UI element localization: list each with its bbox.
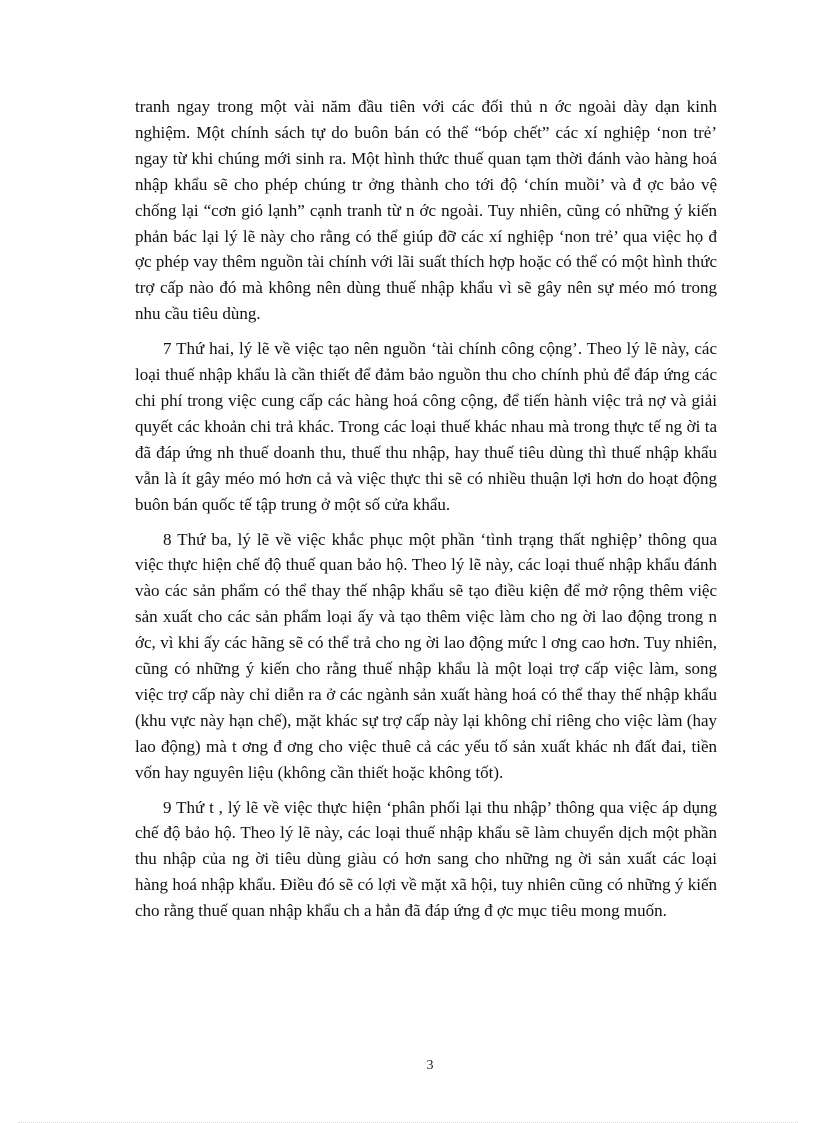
text-line: ch a hẳn đã đáp ứng đ ợc mục tiêu mong muốn. xyxy=(343,901,667,921)
text-line: tốt). xyxy=(475,762,504,782)
text-line: thêm việc làm cho ng ời lao động trong n ớc, vì khi ấy các hãng sẽ có thể xyxy=(135,607,717,653)
text-line: kiến cho rằng thuế nhập khẩu là một loại trợ cấp việc làm, song việc trợ cấp xyxy=(135,659,718,704)
text-line: điều kiện để mở rộng thêm việc sản xuất cho các sản phẩm loại ấy và tạo xyxy=(135,581,718,627)
text-line: nhu cầu tiêu dùng. xyxy=(135,304,261,324)
text-line: (khu vực này hạn chế), mặt khác sự trợ cấp này lại không chỉ riêng cho việc xyxy=(135,710,653,730)
text-line: 7 Thứ hai, lý lẽ về việc tạo nên nguồn ‘tài chính công cộng’. Theo lý lẽ xyxy=(163,339,657,359)
text-line: tranh ngay trong một vài năm đầu tiên với các đối thủ n ớc ngoài dày dạn xyxy=(135,97,680,116)
text-line: mặt xã hội, tuy nhiên cũng có những ý kiến cho rằng thuế quan nhập khẩu xyxy=(135,875,718,921)
text-line: quốc tế tập trung ở một số cửa khẩu. xyxy=(202,494,451,514)
text-line: này chỉ diễn ra ở các ngành sản xuất hàng hoá có thể thay thế nhập khẩu xyxy=(220,684,717,704)
text-line: nào đó mà không nên dùng thuế nhập khẩu vì sẽ gây nên sự méo mó trong xyxy=(189,278,718,298)
page-number: 3 xyxy=(426,1058,434,1073)
paragraph-spacer xyxy=(135,327,717,336)
text-line: chuyển dịch một phần thu nhập của ng ời tiêu dùng giàu có hơn sang cho xyxy=(135,823,717,869)
text-line: n ớc ngoài. Tuy nhiên, cũng có những ý kiến phản bác lại lý lẽ này cho xyxy=(135,200,717,246)
text-line: những ng ời sản xuất các loại hàng hoá nhập khẩu. Điều đó sẽ có lợi về xyxy=(135,849,718,895)
text-line: việc áp dụng chế độ bảo hộ. Theo lý lẽ này, các loại thuế nhập khẩu sẽ làm xyxy=(135,797,717,843)
text-line: kinh nghiệm. Một chính sách tự do buôn bán có thể “bóp chết” các xí xyxy=(135,97,718,142)
text-line: 9 Thứ t , lý lẽ về việc thực hiện ‘phân phối lại thu nhập’ thông qua xyxy=(163,797,624,817)
paragraph-spacer xyxy=(135,518,717,527)
paragraph-point-7 xyxy=(135,336,717,517)
text-line: này, các loại thuế nhập khẩu là cần thiết để đảm bảo nguồn thu cho chính xyxy=(135,339,718,385)
paragraph-spacer xyxy=(135,786,717,795)
text-line: thuế khác nhau mà trong thực tế ng ời ta đã đáp ứng nh thuế doanh thu, xyxy=(135,416,718,462)
text-line: thông qua việc thực hiện chế độ thuế quan bảo hộ. Theo lý lẽ này, các loại xyxy=(135,529,717,575)
paragraph-continuation xyxy=(135,94,717,327)
text-line: tới độ ‘chín muồi’ và đ ợc bảo vệ chống lại “cơn gió lạnh” cạnh tranh từ xyxy=(135,174,718,220)
text-line: làm (hay lao động) mà t ơng đ ơng cho việc thuê cả các yếu tố sản xuất xyxy=(135,710,718,756)
text-line: nghiệp ‘non trẻ’ ngay từ khi chúng mới sinh ra. Một hình thức thuế quan xyxy=(135,122,718,168)
text-line: hơn cả và việc thực thi sẽ có nhiều thuận lợi hơn do hoạt động buôn bán xyxy=(135,468,718,514)
text-line: thuế nhập khẩu đánh vào các sản phẩm có thể thay thế nhập khẩu sẽ tạo xyxy=(135,555,718,601)
text-line: tiến hành việc trả nợ và giải quyết các khoản chi trả khác. Trong các loại xyxy=(135,390,718,436)
text-line: khác nh đất đai, tiền vốn hay nguyên liệu (không cần thiết hoặc không xyxy=(135,736,718,782)
text-line: rằng có thể giúp đỡ các xí nghiệp ‘non trẻ’ qua việc họ đ ợc phép vay thêm xyxy=(135,226,718,272)
text-line: tạm thời đánh vào hàng hoá nhập khẩu sẽ cho phép chúng tr ởng thành cho xyxy=(135,148,718,194)
text-line: nguồn tài chính với lãi suất thích hợp hoặc có thể có một hình thức trợ cấp xyxy=(135,252,718,298)
body-text xyxy=(135,94,717,924)
paragraph-point-8 xyxy=(135,527,717,786)
text-line: phủ để đáp ứng các chi phí trong việc cung cấp các hàng hoá công cộng, để xyxy=(135,365,717,410)
text-line: trả cho ng ời lao động mức l ơng cao hơn. Tuy nhiên, cũng có những ý xyxy=(135,633,718,679)
text-line: 8 Thứ ba, lý lẽ về việc khắc phục một phần ‘tình trạng thất nghiệp’ xyxy=(163,529,642,549)
text-line: thuế thu nhập, hay thuế tiêu dùng thì thuế nhập khẩu vẫn là ít gây méo mó xyxy=(135,442,717,488)
paragraph-point-9 xyxy=(135,795,717,925)
